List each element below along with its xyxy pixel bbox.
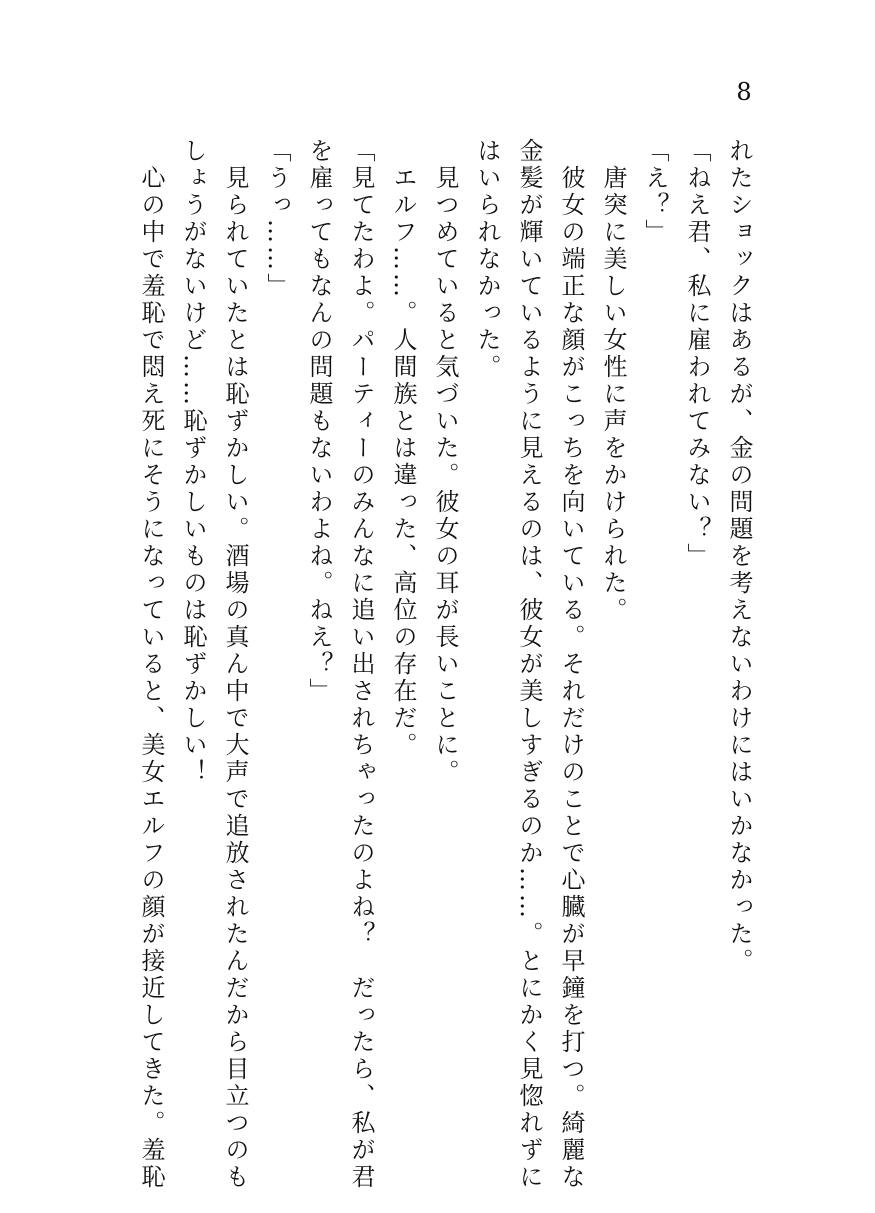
text-line: 見られていたとは恥ずかしい。酒場の真ん中で大声で追放されたんだから目立つのも — [221, 138, 249, 1191]
text-line: 「え？」 — [641, 138, 669, 246]
vertical-body-text — [137, 138, 760, 1191]
text-line: 金髪が輝いているように見えるのは、彼女が美しすぎるのか……。とにかく見惚れずに — [515, 138, 543, 1191]
page-number: 8 — [736, 78, 752, 106]
text-line: れたショックはあるが、金の問題を考えないわけにはいかなかった。 — [725, 138, 753, 975]
text-line: 「見てたわよ。パーティーのみんなに追い出されちゃったのよね？ だったら、私が君 — [347, 138, 375, 1191]
text-line: 見つめていると気づいた。彼女の耳が長いことに。 — [431, 138, 459, 786]
text-line: はいられなかった。 — [473, 138, 501, 381]
text-line: 彼女の端正な顔がこっちを向いている。それだけのことで心臓が早鐘を打つ。綺麗な — [557, 138, 585, 1191]
text-line: エルフ……。人間族とは違った、高位の存在だ。 — [389, 138, 417, 759]
text-line: 心の中で羞恥で悶え死にそうになっていると、美女エルフの顔が接近してきた。羞恥 — [137, 138, 165, 1191]
text-line: 「ねえ君、私に雇われてみない？」 — [683, 138, 711, 570]
text-line: 「うっ……」 — [263, 138, 291, 300]
text-line: を雇ってもなんの問題もないわよね。ねえ？」 — [305, 138, 333, 705]
text-line: 唐突に美しい女性に声をかけられた。 — [599, 138, 627, 624]
text-line: しょうがないけど……恥ずかしいものは恥ずかしい！ — [179, 138, 207, 786]
